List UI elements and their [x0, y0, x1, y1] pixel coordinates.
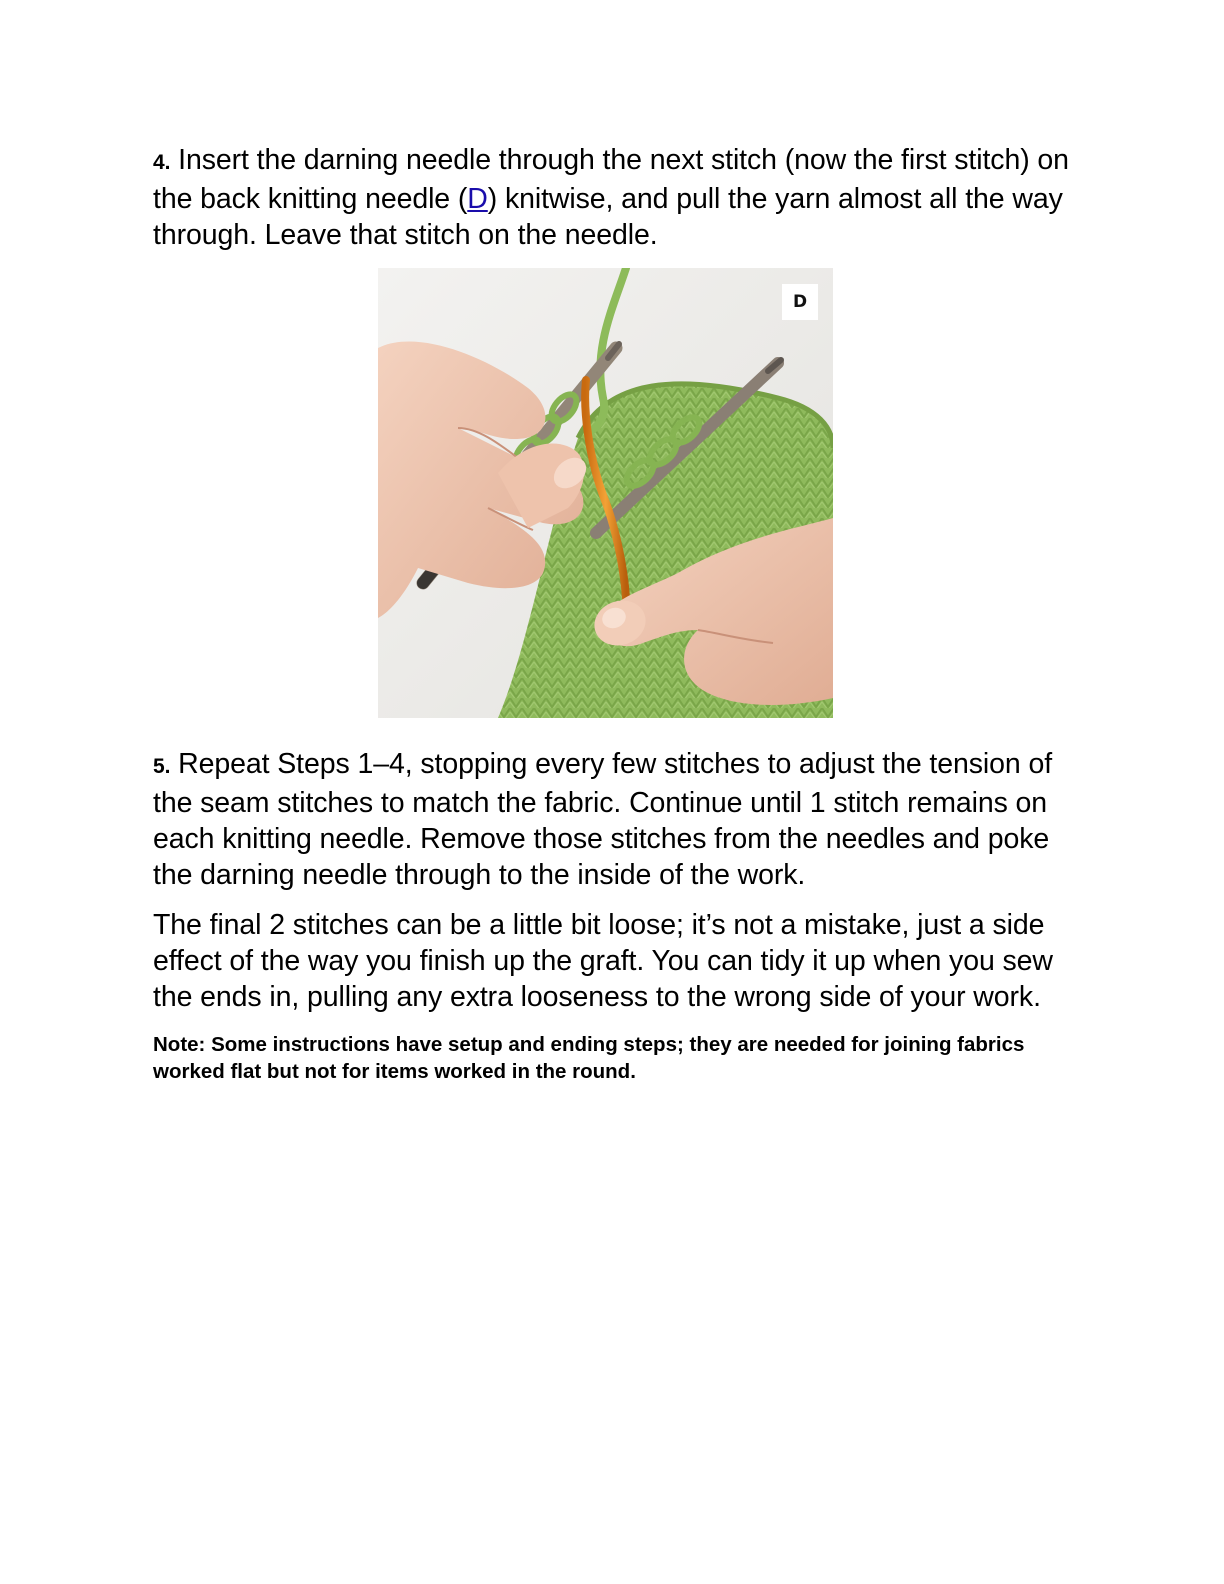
step-4-text-start: Insert the darning needle through the next stitch (now the first stitch) on the back knitting needle (: [153, 144, 1069, 215]
figure-label-d: D: [782, 284, 818, 320]
step-4-paragraph: [153, 142, 1073, 253]
final-paragraph: The final 2 stitches can be a little bit loose; it’s not a mistake, just a side effect of the way you finish up the graft. You can tidy it up when you sew the ends in, pulling any extra looseness to the wrong side of your work.: [153, 909, 1053, 1013]
document-page: [153, 142, 1073, 1106]
figure-d-link[interactable]: D: [467, 183, 488, 215]
knitting-photo-figure: [378, 268, 833, 718]
step-5-number: 5.: [153, 755, 171, 778]
step-5-paragraph: [153, 746, 1073, 893]
step-5-text: Repeat Steps 1–4, stopping every few stitches to adjust the tension of the seam stitches to match the fabric. Continue until 1 stitch remains on each knitting needle. Remove those stitches from the needles and poke the darning needle through to the inside of the work.: [153, 748, 1053, 891]
knitting-photo-illustration: [378, 268, 833, 718]
note-paragraph: Note: Some instructions have setup and ending steps; they are needed for joining fabrics worked flat but not for items worked in the round.: [153, 1033, 1025, 1083]
step-4-number: 4.: [153, 151, 171, 174]
step-4-text-end: ) knitwise, and pull the yarn almost all the way through. Leave that stitch on the needle.: [153, 183, 1063, 251]
